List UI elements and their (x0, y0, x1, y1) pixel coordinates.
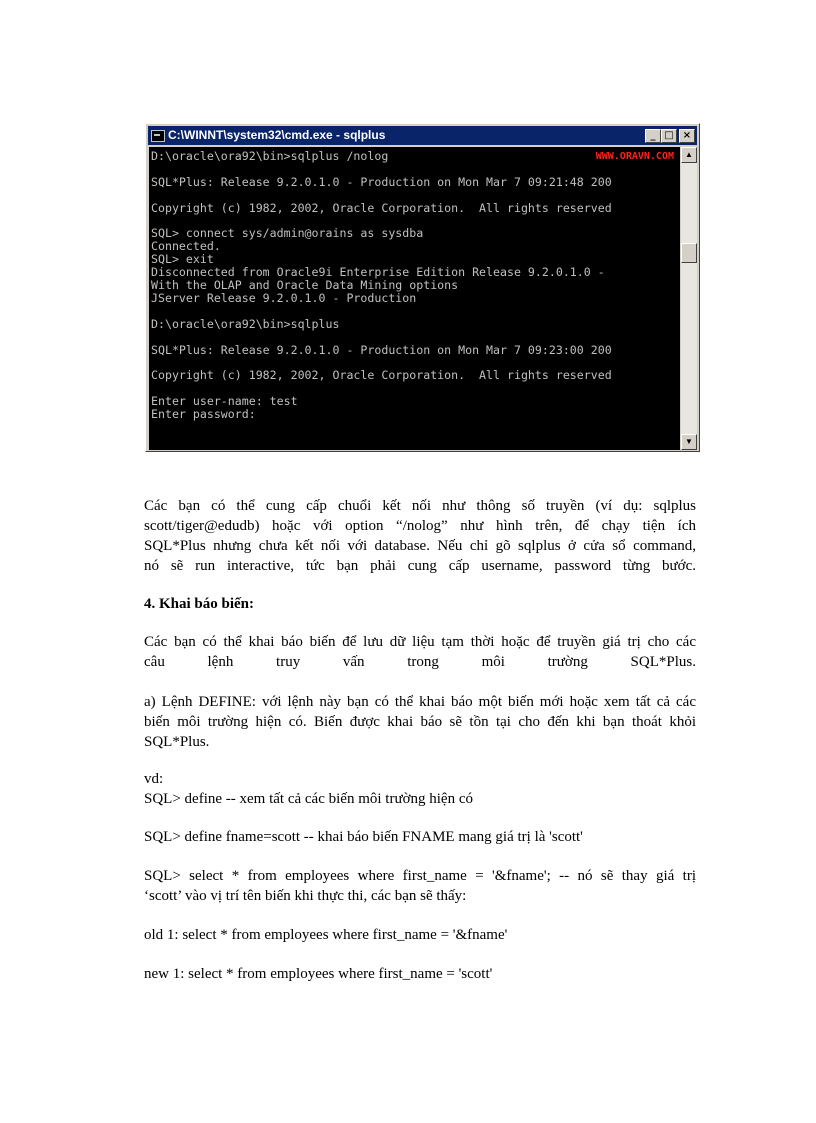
console-title: C:\WINNT\system32\cmd.exe - sqlplus (168, 128, 386, 142)
paragraph-select (144, 866, 696, 906)
text-line: Các bạn có thể cung cấp chuổi kết nối như thông số truyền (ví dụ: sqlplus (144, 498, 696, 514)
console-window-screenshot (145, 123, 700, 452)
output-new-line: new 1: select * from employees where first_name = 'scott' (144, 966, 493, 982)
paragraph-define (144, 692, 696, 752)
text-line: SQL*Plus nhưng chưa kết nối với database. Nếu chỉ gõ sqlplus ở cửa sổ command, (144, 538, 696, 554)
text-line: Các bạn có thể khai báo biến để lưu dữ liệu tạm thời hoặc để truyền giá trị cho các (144, 634, 696, 650)
watermark-text: WWW.ORAVN.COM (595, 151, 674, 162)
text-line: a) Lệnh DEFINE: với lệnh này bạn có thể khai báo một biến mới hoặc xem tất cả các (144, 694, 696, 710)
output-old-line: old 1: select * from employees where first_name = '&fname' (144, 927, 508, 943)
minimize-button[interactable]: _ (645, 129, 661, 143)
example-define-line: SQL> define -- xem tất cả các biến môi trường hiện có (144, 791, 473, 807)
section-heading: 4. Khai báo biến: (144, 596, 255, 612)
close-button[interactable]: × (679, 129, 695, 143)
paragraph-connection-string (144, 496, 696, 576)
cmd-app-icon (151, 130, 165, 142)
text-line: biến môi trường hiện có. Biến được khai báo sẽ tồn tại cho đến khi bạn thoát khỏi (144, 714, 696, 730)
maximize-button[interactable]: □ (661, 129, 677, 143)
scroll-down-icon[interactable]: ▼ (681, 434, 697, 450)
text-line: SQL*Plus. (144, 734, 210, 750)
scroll-thumb[interactable] (681, 243, 697, 263)
text-line: ‘scott’ vào vị trí tên biến khi thực thi, các bạn sẽ thấy: (144, 888, 467, 904)
text-line: scott/tiger@edudb) hoặc với option “/nolog” như hình trên, để chạy tiện ích (144, 518, 696, 534)
text-line: nó sẽ run interactive, tức bạn phải cung cấp username, password từng bước. (144, 558, 696, 574)
text-line: SQL> select * from employees where first_name = '&fname'; -- nó sẽ thay giá trị (144, 868, 696, 884)
example-label: vd: (144, 771, 164, 787)
text-line: câu lệnh truy vấn trong môi trường SQL*Plus. (144, 654, 696, 670)
console-output: D:\oracle\ora92\bin>sqlplus /nolog SQL*Plus: Release 9.2.0.1.0 - Production on Mon Mar 7 09:21:48 200 Copyright (c) 1982, 2002, Oracle Corporation. All rights reserved SQL> connect sys/admin@orains as sysdba Connected. SQL> exit Disconnected from Oracle9i Enterprise Edition Release 9.2.0.1.0 - With the OLAP and Oracle Data Mining options JServer Release 9.2.0.1.0 - Production D:\oracle\ora92\bin>sqlplus SQL*Plus: Release 9.2.0.1.0 - Production on Mon Mar 7 09:23:00 200 Copyright (c) 1982, 2002, Oracle Corporation. All rights reserved Enter user-name: test Enter password: (151, 149, 612, 422)
example-define-fname-line: SQL> define fname=scott -- khai báo biến FNAME mang giá trị là 'scott' (144, 829, 583, 845)
console-scrollbar[interactable] (681, 147, 697, 450)
console-titlebar (148, 126, 697, 145)
paragraph-variables (144, 632, 696, 672)
scroll-up-icon[interactable]: ▲ (681, 147, 697, 163)
console-screen (149, 147, 680, 450)
